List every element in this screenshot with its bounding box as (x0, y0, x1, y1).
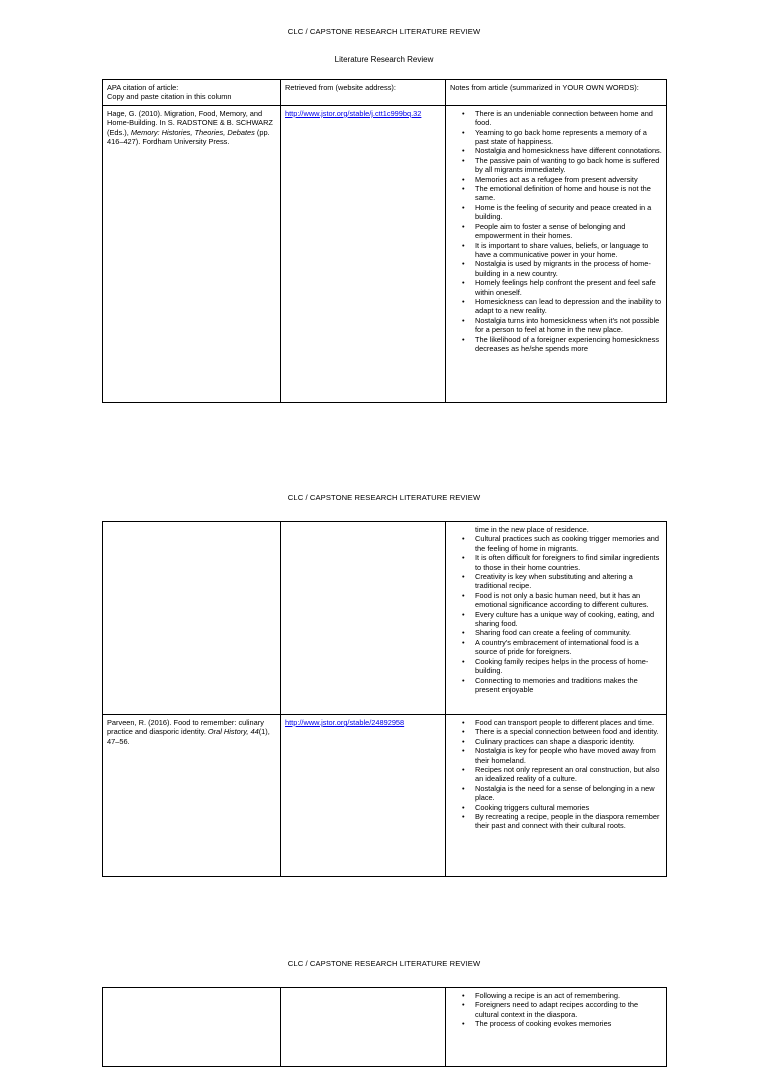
list-item: • The process of cooking evokes memories (450, 1019, 662, 1028)
list-item: • Homesickness can lead to depression and the inability to adapt to a new reality. (450, 297, 662, 316)
list-item: • Sharing food can create a feeling of community. (450, 628, 662, 637)
citation-journal-title: Oral History, 44 (207, 727, 259, 737)
list-item: • Following a recipe is an act of remembering. (450, 991, 662, 1000)
list-item: • It is important to share values, beliefs, or language to have a communicative power in your home. (450, 241, 662, 260)
list-item: • Nostalgia is used by migrants in the process of home-building in a new country. (450, 259, 662, 278)
notes-list (450, 991, 662, 1029)
list-item: • Nostalgia is key for people who have moved away from their homeland. (450, 746, 662, 765)
list-item: • Nostalgia and homesickness have different connotations. (450, 146, 662, 155)
table-row (103, 522, 667, 715)
citation-text: Hage, G. (2010). Migration, Food, Memory, and Home-Building. In S. RADSTONE & B. SCHWARZ (Eds.), (107, 108, 273, 137)
notes-cell (446, 105, 667, 402)
list-item: • Homely feelings help confront the present and feel safe within oneself. (450, 278, 662, 297)
list-item: • Home is the feeling of security and peace created in a building. (450, 203, 662, 222)
citation-cell (103, 715, 281, 877)
list-item: • Culinary practices can shape a diasporic identity. (450, 737, 662, 746)
list-item: • The likelihood of a foreigner experiencing homesickness decreases as he/she spends more (450, 335, 662, 354)
list-item: • Memories act as a refugee from present adversity (450, 175, 662, 184)
citation-text-end: (1), 47–56. (107, 727, 270, 746)
table-row (103, 715, 667, 877)
list-item: • Every culture has a unique way of cooking, eating, and sharing food. (450, 610, 662, 629)
list-item: • Cultural practices such as cooking trigger memories and the feeling of home in migrants. (450, 534, 662, 553)
list-item: • Foreigners need to adapt recipes according to the cultural context in the diaspora. (450, 1000, 662, 1019)
header-notes-cell (446, 80, 667, 106)
list-item: • Food can transport people to different places and time. (450, 718, 662, 727)
list-item: • Cooking triggers cultural memories (450, 803, 662, 812)
article-url-link[interactable]: http://www.jstor.org/stable/j.ctt1c999bq.32 (285, 108, 422, 118)
notes-list (450, 525, 662, 694)
list-item: • Yearning to go back home represents a memory of a past state of happiness. (450, 128, 662, 147)
list-item: time in the new place of residence. (475, 525, 589, 534)
citation-cell (103, 988, 281, 1067)
header-retrieved-label: Retrieved from (website address): (285, 83, 396, 92)
page-header: CLC / CAPSTONE RESEARCH LITERATURE REVIEW (287, 27, 481, 36)
notes-list (450, 109, 662, 354)
list-item: • The passive pain of wanting to go back home is suffered by all migrants immediately. (450, 156, 662, 175)
document-title: Literature Research Review (334, 55, 434, 64)
article-url-link[interactable]: http://www.jstor.org/stable/24892958 (285, 718, 405, 727)
citation-cell (103, 105, 281, 402)
literature-review-table (102, 79, 667, 403)
url-cell (281, 715, 446, 877)
list-item: • There is a special connection between food and identity. (450, 727, 662, 736)
list-item: • Creativity is key when substituting and altering a traditional recipe. (450, 572, 662, 591)
list-item: • Nostalgia turns into homesickness when it's not possible for a person to feel at home in the new place. (450, 316, 662, 335)
citation-book-title: Memory: Histories, Theories, Debates (130, 127, 255, 137)
notes-list (450, 718, 662, 831)
page-header: CLC / CAPSTONE RESEARCH LITERATURE REVIEW (287, 493, 481, 502)
list-item: • The emotional definition of home and house is not the same. (450, 184, 662, 203)
notes-cell (446, 522, 667, 715)
list-item: • Recipes not only represent an oral construction, but also an idealized reality of a culture. (450, 765, 662, 784)
list-item: • It is often difficult for foreigners to find similar ingredients to those in their home countries. (450, 553, 662, 572)
list-item: • Nostalgia is the need for a sense of belonging in a new place. (450, 784, 662, 803)
header-retrieved-cell (281, 80, 446, 106)
list-item: • People aim to foster a sense of belonging and empowerment in their homes. (450, 222, 662, 241)
table-row (103, 988, 667, 1067)
header-notes-label: Notes from article (summarized in YOUR OWN WORDS): (450, 83, 639, 92)
literature-review-table-continued (102, 521, 667, 877)
list-item: • Food is not only a basic human need, but it has an emotional significance according to different cultures. (450, 591, 662, 610)
url-cell (281, 105, 446, 402)
notes-cell (446, 715, 667, 877)
list-item: • Connecting to memories and traditions makes the present enjoyable (450, 676, 662, 695)
header-citation-label: APA citation of article: (107, 83, 179, 92)
notes-cell (446, 988, 667, 1067)
list-item: • Cooking family recipes helps in the process of home-building. (450, 657, 662, 676)
literature-review-table-continued (102, 987, 667, 1067)
citation-text: Parveen, R. (2016). Food to remember: culinary practice and diasporic identity. (107, 718, 264, 737)
table-header-row (103, 80, 667, 106)
header-citation-cell (103, 80, 281, 106)
list-item: • There is an undeniable connection between home and food. (450, 109, 662, 128)
header-citation-instruction: Copy and paste citation in this column (107, 92, 232, 102)
table-row (103, 105, 667, 402)
list-item: • A country's embracement of international food is a source of pride for foreigners. (450, 638, 662, 657)
list-item: • By recreating a recipe, people in the diaspora remember their past and connect with their cultural roots. (450, 812, 662, 831)
citation-text-end: (pp. 416–427). Fordham University Press. (107, 127, 270, 147)
citation-cell (103, 522, 281, 715)
url-cell (281, 522, 446, 715)
page-header: CLC / CAPSTONE RESEARCH LITERATURE REVIEW (287, 959, 481, 968)
url-cell (281, 988, 446, 1067)
